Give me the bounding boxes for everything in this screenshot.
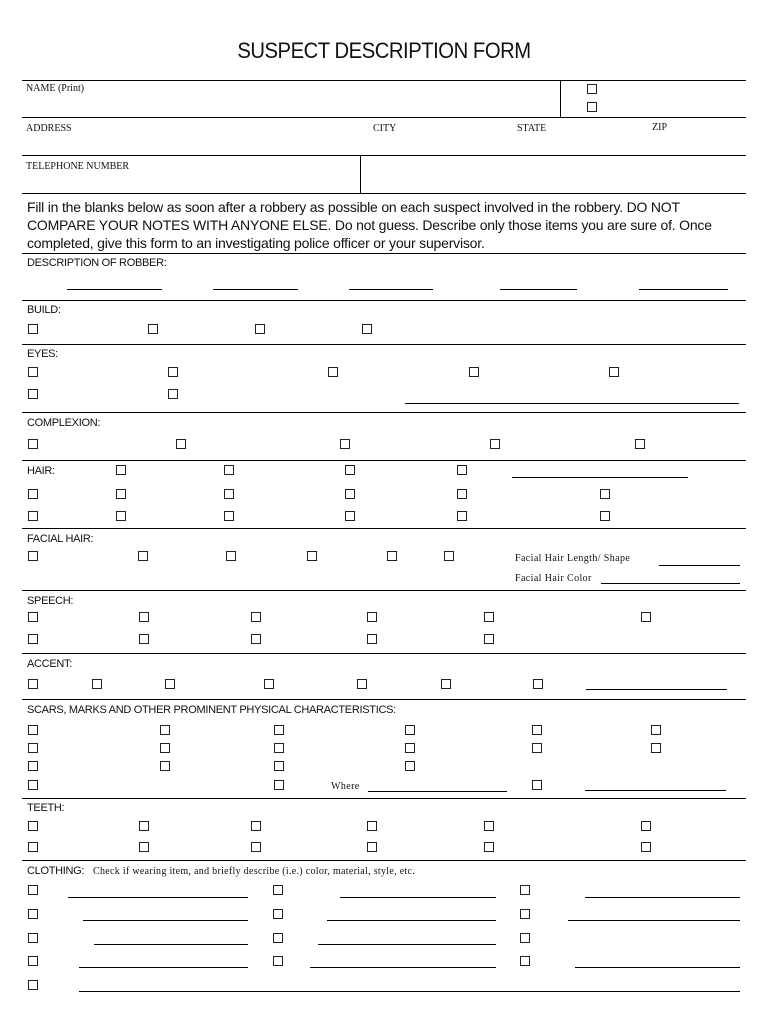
section-scars: SCARS, MARKS AND OTHER PROMINENT PHYSICAL CHARACTERISTICS: [27, 704, 396, 716]
checkbox[interactable] [651, 725, 661, 735]
section-teeth: TEETH: [27, 802, 65, 814]
checkbox[interactable] [224, 465, 234, 475]
checkbox[interactable] [28, 743, 38, 753]
checkbox[interactable] [176, 439, 186, 449]
facial-hair-color-label: Facial Hair Color [515, 573, 592, 584]
checkbox[interactable] [307, 551, 317, 561]
checkbox[interactable] [520, 909, 530, 919]
checkbox[interactable] [28, 761, 38, 771]
state-label: STATE [517, 123, 547, 134]
divider [22, 798, 746, 799]
checkbox[interactable] [609, 367, 619, 377]
section-speech: SPEECH: [27, 595, 74, 607]
checkbox[interactable] [520, 933, 530, 943]
checkbox[interactable] [139, 842, 149, 852]
checkbox[interactable] [160, 761, 170, 771]
checkbox[interactable] [340, 439, 350, 449]
checkbox[interactable] [367, 634, 377, 644]
blank-line[interactable] [512, 477, 688, 478]
checkbox[interactable] [264, 679, 274, 689]
blank-line[interactable] [586, 689, 727, 690]
blank-line[interactable] [639, 289, 728, 290]
checkbox[interactable] [116, 465, 126, 475]
checkbox[interactable] [28, 956, 38, 966]
blank-line[interactable] [79, 967, 248, 968]
checkbox[interactable] [28, 511, 38, 521]
divider [22, 344, 746, 345]
address-label: ADDRESS [26, 123, 72, 134]
divider [560, 80, 561, 117]
checkbox[interactable] [520, 956, 530, 966]
checkbox[interactable] [387, 551, 397, 561]
checkbox[interactable] [139, 821, 149, 831]
checkbox[interactable] [28, 980, 38, 990]
blank-line[interactable] [349, 289, 433, 290]
checkbox[interactable] [116, 489, 126, 499]
section-hair: HAIR: [27, 465, 55, 477]
checkbox[interactable] [532, 743, 542, 753]
checkbox[interactable] [444, 551, 454, 561]
checkbox[interactable] [600, 511, 610, 521]
checkbox[interactable] [484, 612, 494, 622]
section-complexion: COMPLEXION: [27, 417, 101, 429]
checkbox[interactable] [274, 743, 284, 753]
checkbox[interactable] [28, 634, 38, 644]
checkbox[interactable] [28, 725, 38, 735]
clothing-note: Check if wearing item, and briefly describe (i.e.) color, material, style, etc. [93, 866, 416, 877]
checkbox[interactable] [469, 367, 479, 377]
checkbox[interactable] [226, 551, 236, 561]
checkbox[interactable] [641, 842, 651, 852]
checkbox[interactable] [28, 821, 38, 831]
blank-line[interactable] [405, 403, 739, 404]
section-build: BUILD: [27, 304, 61, 316]
blank-line[interactable] [94, 944, 248, 945]
divider [22, 155, 746, 156]
checkbox[interactable] [600, 489, 610, 499]
checkbox[interactable] [274, 761, 284, 771]
checkbox[interactable] [168, 367, 178, 377]
checkbox[interactable] [28, 439, 38, 449]
checkbox[interactable] [490, 439, 500, 449]
checkbox[interactable] [273, 933, 283, 943]
checkbox[interactable] [168, 389, 178, 399]
checkbox[interactable] [28, 885, 38, 895]
blank-line[interactable] [67, 289, 162, 290]
checkbox[interactable] [651, 743, 661, 753]
divider [360, 155, 361, 193]
checkbox[interactable] [362, 324, 372, 334]
checkbox[interactable] [405, 761, 415, 771]
checkbox[interactable] [367, 821, 377, 831]
checkbox[interactable] [520, 885, 530, 895]
scars-where-label: Where [331, 781, 360, 792]
checkbox[interactable] [148, 324, 158, 334]
checkbox[interactable] [273, 885, 283, 895]
blank-line[interactable] [568, 920, 740, 921]
city-label: CITY [373, 123, 397, 134]
checkbox[interactable] [251, 821, 261, 831]
blank-line[interactable] [585, 790, 726, 791]
section-robber: DESCRIPTION OF ROBBER: [27, 257, 167, 269]
divider [22, 460, 746, 461]
checkbox[interactable] [345, 465, 355, 475]
name-label: NAME (Print) [26, 83, 85, 94]
divider [22, 117, 746, 118]
checkbox[interactable] [484, 821, 494, 831]
blank-line[interactable] [575, 967, 740, 968]
divider [22, 300, 746, 301]
checkbox[interactable] [251, 612, 261, 622]
blank-line[interactable] [318, 944, 496, 945]
checkbox[interactable] [28, 489, 38, 499]
blank-line[interactable] [585, 897, 740, 898]
divider [22, 528, 746, 529]
checkbox[interactable] [441, 679, 451, 689]
checkbox[interactable] [532, 780, 542, 790]
checkbox[interactable] [28, 389, 38, 399]
checkbox[interactable] [28, 551, 38, 561]
checkbox[interactable] [274, 725, 284, 735]
checkbox[interactable] [357, 679, 367, 689]
checkbox[interactable] [28, 324, 38, 334]
checkbox[interactable] [641, 612, 651, 622]
checkbox[interactable] [273, 909, 283, 919]
checkbox[interactable] [138, 551, 148, 561]
checkbox[interactable] [224, 489, 234, 499]
checkbox[interactable] [251, 634, 261, 644]
checkbox[interactable] [251, 842, 261, 852]
checkbox[interactable] [457, 465, 467, 475]
checkbox[interactable] [532, 725, 542, 735]
checkbox[interactable] [255, 324, 265, 334]
blank-line[interactable] [68, 897, 248, 898]
blank-line[interactable] [213, 289, 298, 290]
checkbox[interactable] [367, 842, 377, 852]
checkbox[interactable] [28, 909, 38, 919]
blank-line[interactable] [500, 289, 577, 290]
divider [22, 412, 746, 413]
blank-line[interactable] [327, 920, 496, 921]
checkbox[interactable] [328, 367, 338, 377]
section-eyes: EYES: [27, 348, 58, 360]
divider [22, 653, 746, 654]
checkbox[interactable] [457, 489, 467, 499]
checkbox[interactable] [587, 84, 597, 94]
divider [22, 699, 746, 700]
checkbox[interactable] [28, 933, 38, 943]
divider [22, 80, 746, 81]
checkbox[interactable] [457, 511, 467, 521]
zip-label: ZIP [652, 122, 667, 133]
checkbox[interactable] [635, 439, 645, 449]
page-title: SUSPECT DESCRIPTION FORM [237, 38, 531, 63]
telephone-label: TELEPHONE NUMBER [26, 161, 130, 172]
divider [22, 193, 746, 194]
checkbox[interactable] [160, 725, 170, 735]
checkbox[interactable] [28, 679, 38, 689]
checkbox[interactable] [92, 679, 102, 689]
checkbox[interactable] [273, 956, 283, 966]
divider [22, 860, 746, 861]
divider [22, 253, 746, 254]
checkbox[interactable] [28, 780, 38, 790]
checkbox[interactable] [641, 821, 651, 831]
checkbox[interactable] [533, 679, 543, 689]
checkbox[interactable] [484, 842, 494, 852]
blank-line[interactable] [310, 967, 496, 968]
checkbox[interactable] [165, 679, 175, 689]
checkbox[interactable] [116, 511, 126, 521]
facial-hair-length-field[interactable] [659, 565, 740, 566]
checkbox[interactable] [28, 367, 38, 377]
divider [22, 590, 746, 591]
section-facial-hair: FACIAL HAIR: [27, 533, 94, 545]
facial-hair-color-field[interactable] [601, 583, 740, 584]
checkbox[interactable] [28, 842, 38, 852]
checkbox[interactable] [345, 489, 355, 499]
blank-line[interactable] [340, 897, 496, 898]
section-clothing: CLOTHING: [27, 865, 85, 877]
checkbox[interactable] [405, 743, 415, 753]
checkbox[interactable] [274, 780, 284, 790]
blank-line[interactable] [83, 920, 248, 921]
checkbox[interactable] [484, 634, 494, 644]
checkbox[interactable] [28, 612, 38, 622]
instructions: Fill in the blanks below as soon after a robbery as possible on each suspect involved in the robbery. DO NOT COMPARE YOUR NOTES WITH ANYONE ELSE. Do not guess. Describe only those items you are sure of. Once completed, give this form to an investigating police officer or your supervisor. [27, 199, 712, 251]
checkbox[interactable] [587, 102, 597, 112]
facial-hair-length-label: Facial Hair Length/ Shape [515, 553, 631, 564]
checkbox[interactable] [160, 743, 170, 753]
scars-where-field[interactable] [368, 791, 507, 792]
checkbox[interactable] [139, 612, 149, 622]
section-accent: ACCENT: [27, 658, 72, 670]
checkbox[interactable] [345, 511, 355, 521]
blank-line[interactable] [79, 991, 740, 992]
checkbox[interactable] [139, 634, 149, 644]
checkbox[interactable] [405, 725, 415, 735]
checkbox[interactable] [367, 612, 377, 622]
checkbox[interactable] [224, 511, 234, 521]
